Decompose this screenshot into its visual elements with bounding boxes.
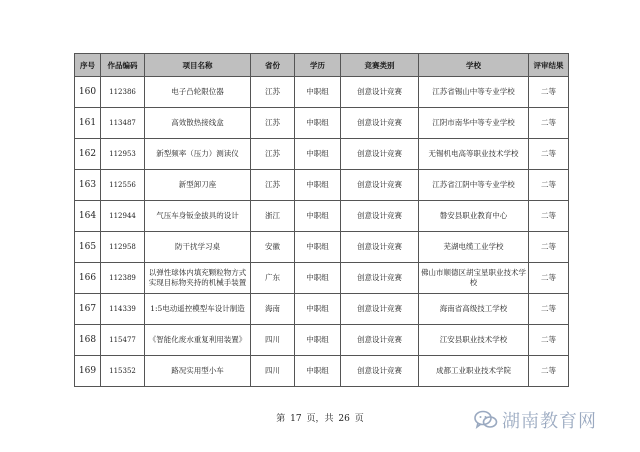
header-seq: 序号 — [75, 54, 101, 77]
cell-level: 中职组 — [295, 325, 341, 356]
table-row — [75, 201, 569, 232]
cell-province: 江苏 — [251, 108, 295, 139]
page-label-middle: 页，共 — [306, 414, 334, 424]
cell-province: 海南 — [251, 294, 295, 325]
cell-project-name: 电子凸轮限位器 — [145, 77, 251, 108]
header-project-name: 项目名称 — [145, 54, 251, 77]
header-level: 学历 — [295, 54, 341, 77]
cell-school: 成都工业职业技术学院 — [419, 356, 529, 387]
cell-level: 中职组 — [295, 139, 341, 170]
cell-project-name: 新型卸刀座 — [145, 170, 251, 201]
cell-seq: 169 — [75, 356, 101, 387]
cell-category: 创意设计竞赛 — [341, 77, 419, 108]
cell-result: 二等 — [529, 170, 569, 201]
table-row — [75, 108, 569, 139]
header-category: 竞赛类别 — [341, 54, 419, 77]
cell-category: 创意设计竞赛 — [341, 325, 419, 356]
table-row — [75, 139, 569, 170]
page-label-suffix: 页 — [354, 414, 364, 424]
cell-category: 创意设计竞赛 — [341, 263, 419, 294]
cell-seq: 166 — [75, 263, 101, 294]
cell-category: 创意设计竞赛 — [341, 232, 419, 263]
table-row — [75, 263, 569, 294]
table-header-row — [75, 54, 569, 77]
cell-code: 114339 — [101, 294, 145, 325]
cell-category: 创意设计竞赛 — [341, 294, 419, 325]
cell-school: 芜湖电缆工业学校 — [419, 232, 529, 263]
cell-code: 112556 — [101, 170, 145, 201]
cell-result: 二等 — [529, 232, 569, 263]
cell-school: 江阴市南华中等专业学校 — [419, 108, 529, 139]
header-code: 作品编码 — [101, 54, 145, 77]
header-result: 评审结果 — [529, 54, 569, 77]
cell-category: 创意设计竞赛 — [341, 139, 419, 170]
cell-province: 四川 — [251, 356, 295, 387]
cell-school: 江苏省锡山中等专业学校 — [419, 77, 529, 108]
cell-seq: 162 — [75, 139, 101, 170]
cell-province: 安徽 — [251, 232, 295, 263]
cell-seq: 160 — [75, 77, 101, 108]
cell-school: 海南省高级技工学校 — [419, 294, 529, 325]
cell-province: 广东 — [251, 263, 295, 294]
cell-level: 中职组 — [295, 263, 341, 294]
cell-category: 创意设计竞赛 — [341, 108, 419, 139]
cell-code: 112944 — [101, 201, 145, 232]
cell-result: 二等 — [529, 201, 569, 232]
page-label-prefix: 第 — [276, 414, 286, 424]
header-province: 省份 — [251, 54, 295, 77]
cell-school: 佛山市顺德区胡宝星职业技术学校 — [419, 263, 529, 294]
cell-code: 115352 — [101, 356, 145, 387]
cell-level: 中职组 — [295, 201, 341, 232]
table-row — [75, 170, 569, 201]
cell-province: 江苏 — [251, 139, 295, 170]
cell-school: 江安县职业技术学校 — [419, 325, 529, 356]
cell-code: 112953 — [101, 139, 145, 170]
cell-level: 中职组 — [295, 356, 341, 387]
cell-province: 浙江 — [251, 201, 295, 232]
cell-seq: 161 — [75, 108, 101, 139]
header-school: 学校 — [419, 54, 529, 77]
cell-project-name: 气压车身钣金拔具的设计 — [145, 201, 251, 232]
cell-project-name: 新型频率（压力）测读仪 — [145, 139, 251, 170]
cell-school: 江苏省江阴中等专业学校 — [419, 170, 529, 201]
cell-category: 创意设计竞赛 — [341, 170, 419, 201]
cell-province: 江苏 — [251, 77, 295, 108]
cell-result: 二等 — [529, 294, 569, 325]
cell-project-name: 1:5电动遥控模型车设计制造 — [145, 294, 251, 325]
table-row — [75, 77, 569, 108]
cell-project-name: 防干扰学习桌 — [145, 232, 251, 263]
cell-seq: 163 — [75, 170, 101, 201]
cell-category: 创意设计竞赛 — [341, 201, 419, 232]
cell-project-name: 以弹性球体内填充颗粒物方式实现目标物夹持的机械手装置 — [145, 263, 251, 294]
cell-school: 磐安县职业教育中心 — [419, 201, 529, 232]
table-row — [75, 232, 569, 263]
watermark-text: 湖南教育网 — [502, 411, 597, 432]
cell-school: 无锡机电高等职业技术学校 — [419, 139, 529, 170]
cell-seq: 167 — [75, 294, 101, 325]
cell-result: 二等 — [529, 325, 569, 356]
cell-result: 二等 — [529, 263, 569, 294]
cell-project-name: 高效散热接线盒 — [145, 108, 251, 139]
cell-code: 112958 — [101, 232, 145, 263]
cell-result: 二等 — [529, 108, 569, 139]
page-total-number: 26 — [338, 414, 350, 424]
cell-level: 中职组 — [295, 170, 341, 201]
cell-code: 113487 — [101, 108, 145, 139]
cell-province: 江苏 — [251, 170, 295, 201]
cell-seq: 168 — [75, 325, 101, 356]
cell-result: 二等 — [529, 139, 569, 170]
cell-project-name: 路况实用型小车 — [145, 356, 251, 387]
cell-code: 112386 — [101, 77, 145, 108]
cell-seq: 165 — [75, 232, 101, 263]
cell-code: 115477 — [101, 325, 145, 356]
watermark — [474, 407, 597, 433]
cell-code: 112389 — [101, 263, 145, 294]
table-row — [75, 356, 569, 387]
wechat-bubble-icon — [474, 410, 498, 430]
table-row — [75, 325, 569, 356]
cell-level: 中职组 — [295, 77, 341, 108]
page-current-number: 17 — [290, 414, 302, 424]
cell-province: 四川 — [251, 325, 295, 356]
cell-result: 二等 — [529, 356, 569, 387]
cell-project-name: 《智能化废水重复利用装置》 — [145, 325, 251, 356]
cell-category: 创意设计竞赛 — [341, 356, 419, 387]
cell-level: 中职组 — [295, 294, 341, 325]
cell-result: 二等 — [529, 77, 569, 108]
results-table — [74, 53, 569, 387]
cell-level: 中职组 — [295, 108, 341, 139]
cell-seq: 164 — [75, 201, 101, 232]
table-row — [75, 294, 569, 325]
cell-level: 中职组 — [295, 232, 341, 263]
